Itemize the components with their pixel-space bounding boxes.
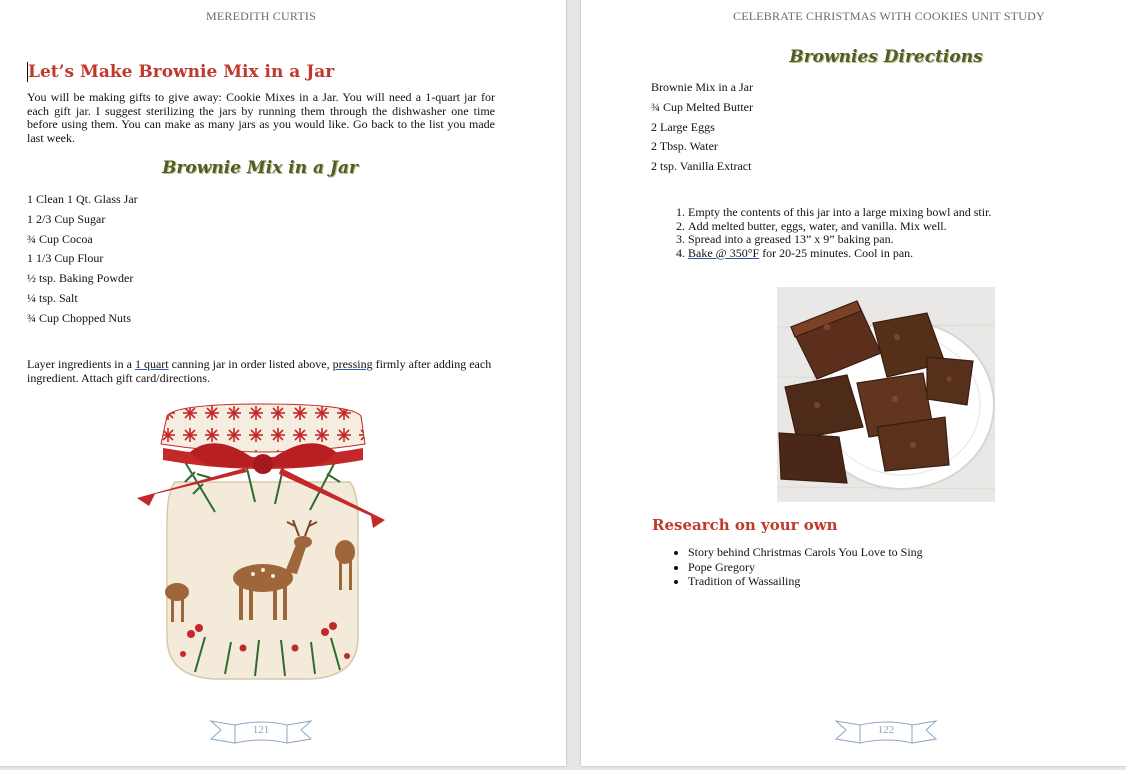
page-number-banner (834, 715, 938, 747)
layer-text-1: Layer ingredients in a (27, 357, 135, 371)
step-item[interactable]: 2. Add melted butter, eggs, water, and vanilla. Mix well. (688, 220, 1118, 234)
layer-text-2: canning jar in order listed above, (168, 357, 333, 371)
layer-instructions[interactable] (27, 358, 497, 385)
ingredient-item[interactable]: 2 Tbsp. Water (651, 139, 718, 154)
page-heading[interactable]: Let’s Make Brownie Mix in a Jar (28, 62, 335, 82)
ingredient-item[interactable]: ¾ Cup Melted Butter (651, 99, 753, 114)
layer-text-3: firmly after adding each ingredient. Attach gift card/directions. (27, 357, 492, 385)
step-item[interactable]: 1. Empty the contents of this jar into a large mixing bowl and stir. (688, 206, 1118, 220)
brownies-photo[interactable] (777, 287, 995, 502)
ingredient-item[interactable]: ¾ Cup Chopped Nuts (27, 310, 132, 325)
ingredient-item[interactable]: ¾ Cup Cocoa (27, 231, 93, 246)
christmas-jar-illustration (135, 402, 390, 684)
spellcheck-word-1-quart[interactable]: 1 quart (134, 357, 169, 371)
ingredient-item[interactable]: ½ tsp. Baking Powder (27, 271, 134, 286)
spellcheck-bake-temp[interactable]: Bake @ 350°F (688, 245, 760, 260)
research-item[interactable]: • Tradition of Wassailing (688, 574, 923, 589)
ingredient-item[interactable]: 2 tsp. Vanilla Extract (651, 159, 752, 174)
page-number-banner (209, 715, 313, 747)
step-item[interactable]: 3. Spread into a greased 13” x 9” baking pan. (688, 233, 1118, 247)
spellcheck-word-pressing[interactable]: pressing (332, 357, 373, 371)
ingredient-item[interactable]: 1 2/3 Cup Sugar (27, 211, 106, 226)
ingredient-item[interactable]: 1 Clean 1 Qt. Glass Jar (27, 192, 138, 206)
running-head-author: MEREDITH CURTIS (206, 9, 316, 23)
page-number: 121 (252, 724, 270, 736)
running-head-title: CELEBRATE CHRISTMAS WITH COOKIES UNIT STUDY (733, 9, 1045, 23)
ingredient-item[interactable]: 1 1/3 Cup Flour (27, 251, 104, 266)
intro-paragraph[interactable]: You will be making gifts to give away: Cookie Mixes in a Jar. You will need a 1-quart jar for each gift jar. I suggest sterilizing the jars by running them through the dishwasher one time before using them. You can make as many jars as you would like. Go back to the list you made last week. (27, 90, 495, 145)
research-item[interactable]: • Story behind Christmas Carols You Love to Sing (688, 545, 923, 560)
directions-heading[interactable]: Brownies Directions (789, 47, 983, 67)
research-heading[interactable]: Research on your own (652, 516, 838, 534)
research-item[interactable]: • Pope Gregory (688, 560, 923, 575)
ingredient-item[interactable]: 2 Large Eggs (651, 119, 715, 134)
page-number: 122 (877, 724, 895, 736)
step-4-rest: for 20-25 minutes. Cool in pan. (759, 245, 914, 260)
research-list (652, 545, 923, 589)
recipe-title[interactable]: Brownie Mix in a Jar (162, 158, 358, 178)
step-item[interactable] (688, 247, 1118, 261)
right-page (581, 0, 1126, 766)
directions-ingredient-list (651, 78, 753, 177)
ingredient-item[interactable]: ¼ tsp. Salt (27, 290, 78, 305)
directions-steps (652, 206, 1118, 260)
ingredient-list (27, 190, 138, 329)
ingredient-item[interactable]: Brownie Mix in a Jar (651, 80, 753, 94)
